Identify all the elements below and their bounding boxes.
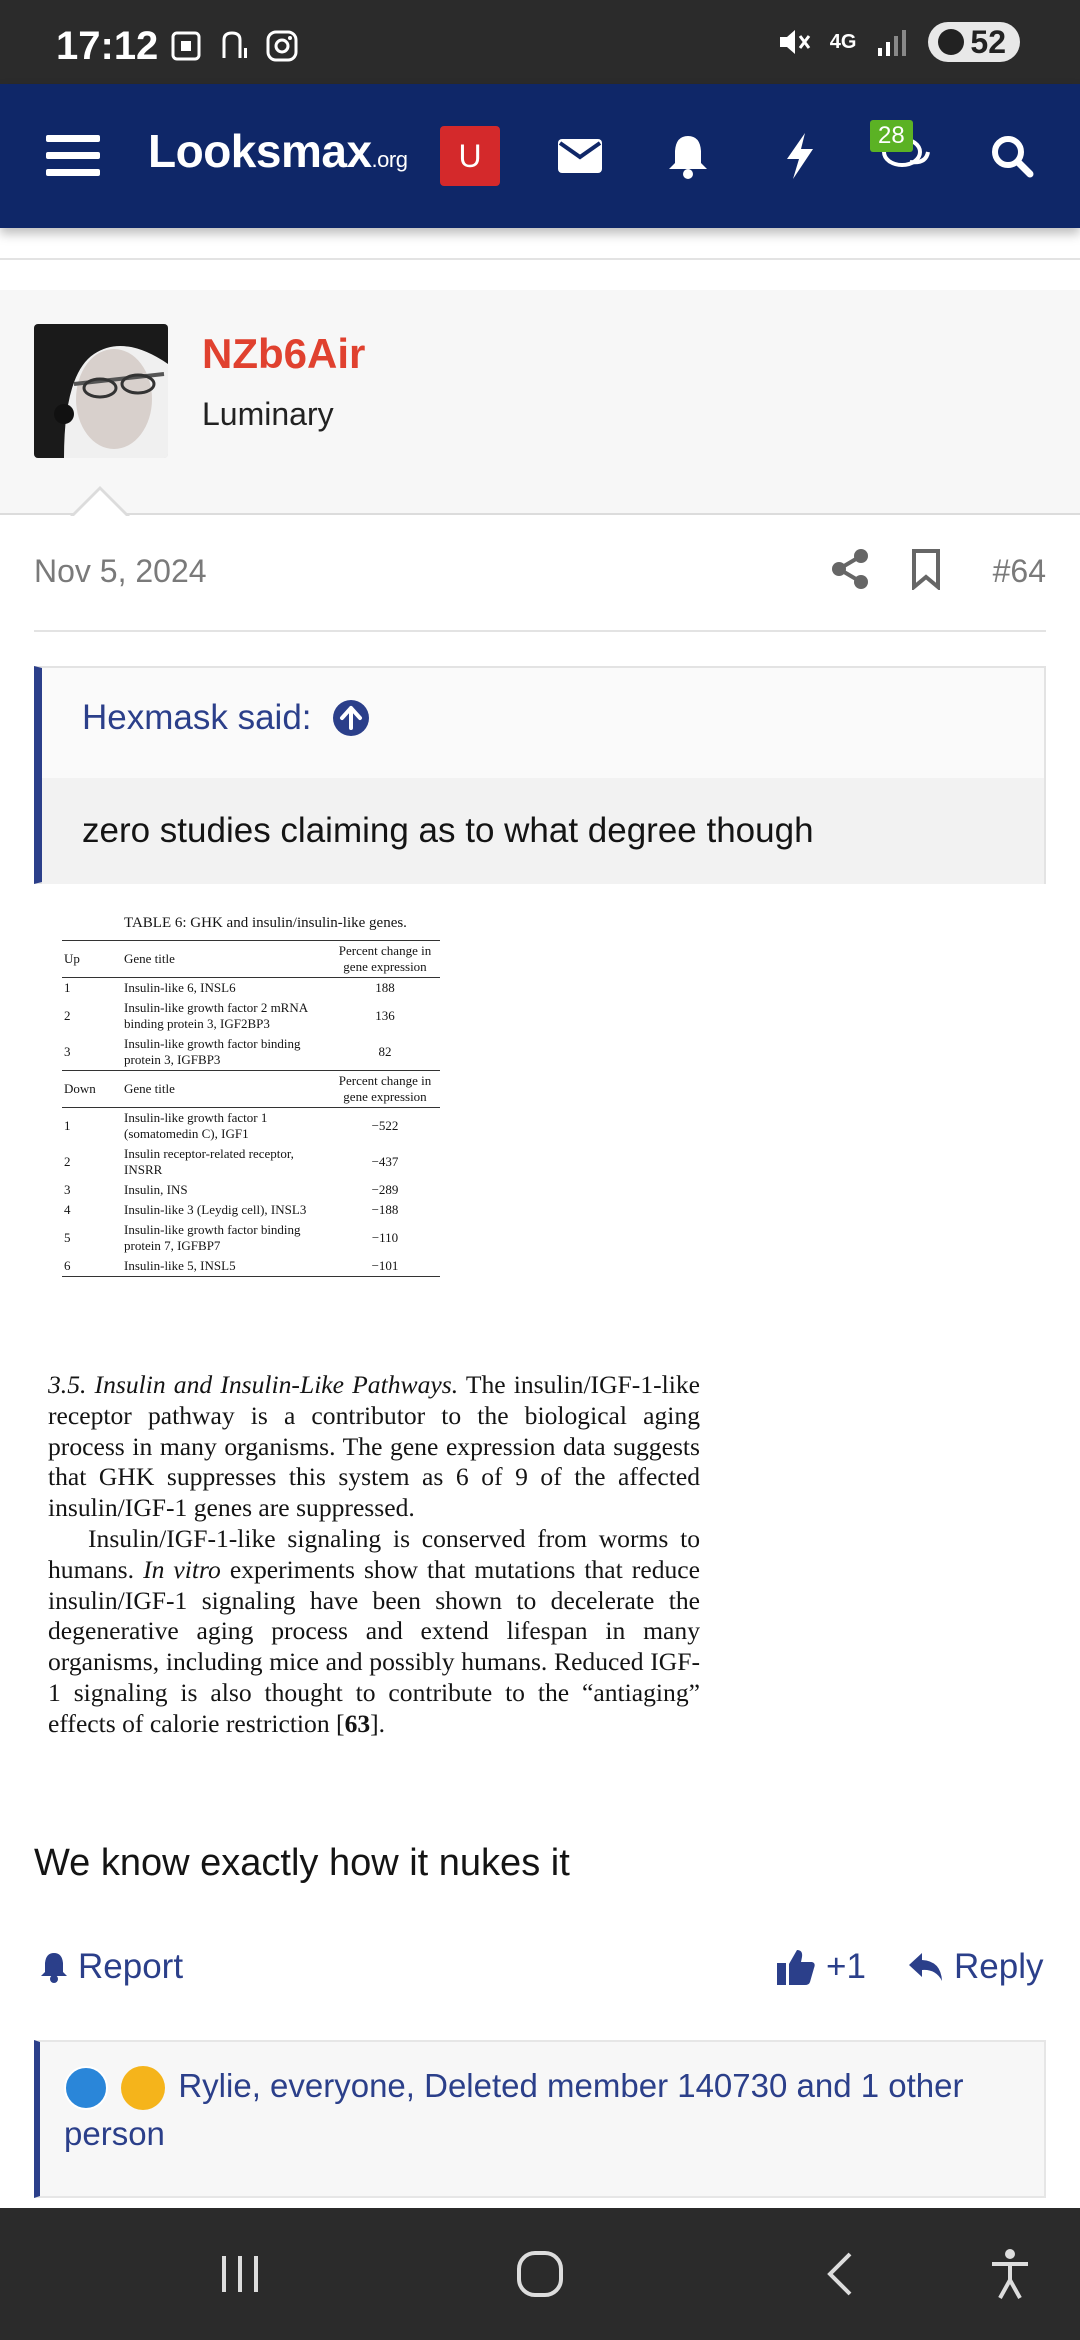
screenshot-icon [168,28,204,64]
table-header-cell: Up [62,941,122,978]
paragraph-italic: In vitro [143,1554,221,1584]
quote-author[interactable]: Hexmask said: [82,698,312,737]
status-system-icons [776,22,1020,62]
table-cell: 6 [62,1256,122,1277]
table-cell: −289 [371,1182,399,1197]
thumbs-up-icon [776,1948,816,1986]
table-cell: 5 [64,1230,71,1245]
home-icon [516,2250,564,2298]
alerts-button[interactable] [648,84,728,228]
instagram-icon [264,28,300,64]
reply-button[interactable] [908,1947,1043,1987]
table-row [62,1108,440,1145]
mute-icon [776,24,812,60]
post-date[interactable]: Nov 5, 2024 [34,553,207,589]
post-actions [34,1947,1046,1997]
table-cell: Insulin receptor-related receptor, INSRR [124,1146,294,1177]
table-cell: Insulin-like 5, INSL5 [122,1256,330,1277]
accessibility-button[interactable] [970,2208,1050,2340]
post-user-block [0,290,1080,515]
table-cell: Insulin-like growth factor binding protein 3, IGFBP3 [124,1036,301,1067]
table-row [62,1256,440,1277]
gene-table [62,940,440,1277]
status-bar [0,0,1080,84]
paragraph-text: Insulin/IGF-1-like signaling is conserved from worms to humans. [48,1523,700,1584]
table-cell: 136 [375,1008,395,1023]
clock: 17:12 [56,24,159,68]
table-cell: 3 [64,1044,71,1059]
paper-section-text [48,1370,700,1740]
citation-ref: 63 [344,1708,371,1738]
share-button[interactable] [830,548,870,595]
table-row [62,998,440,1034]
table-header-down [62,1071,440,1108]
paper-paragraph-2 [48,1524,700,1740]
recent-apps-button[interactable] [200,2208,280,2340]
post-attached-image[interactable] [34,900,714,1750]
status-notification-icons [168,28,300,64]
search-icon [990,134,1034,178]
system-navigation-bar [0,2208,1080,2340]
site-logo[interactable] [148,124,407,178]
table-cell: −437 [371,1154,399,1169]
battery-level: 52 [970,23,1006,60]
table-row [62,1220,440,1256]
accessibility-status-icon [216,28,252,64]
like-count: +1 [826,1947,866,1986]
site-header [0,84,1080,228]
paper-paragraph-1 [48,1370,700,1524]
quote-text: zero studies claiming as to what degree though [42,778,1044,884]
wow-reaction-icon [121,2066,165,2110]
quote-header[interactable] [82,698,370,738]
paragraph-text: ]. [370,1708,386,1738]
table-row [62,1034,440,1071]
network-type: 4G [829,30,857,53]
report-label: Report [78,1947,184,1986]
table-cell: −101 [330,1256,440,1277]
table-cell: −110 [371,1230,399,1245]
table-cell: −522 [371,1118,399,1133]
post-number[interactable]: #64 [992,553,1046,589]
table-row [62,978,440,999]
divider [34,630,1046,632]
table-cell: 188 [375,980,395,995]
user-account-button[interactable]: U [440,126,500,186]
envelope-icon [556,137,604,175]
bookmark-button[interactable] [910,548,942,595]
table-cell: 1 [64,980,71,995]
table-header-cell: Percent change in gene expression [330,1071,440,1108]
bookmark-icon [910,548,942,590]
conversations-button[interactable] [866,84,946,228]
inbox-button[interactable] [540,84,620,228]
bolt-icon [783,131,817,181]
table-cell: −188 [371,1202,399,1217]
quote-block [34,666,1046,884]
recent-apps-icon [218,2252,262,2296]
table-cell: 1 [64,1118,71,1133]
table-cell: 2 [64,1008,71,1023]
table-caption: TABLE 6: GHK and insulin/insulin-like genes. [124,915,407,931]
post-author-name[interactable]: NZb6Air [202,330,366,377]
signal-icon [874,24,910,60]
table-cell: Insulin-like growth factor 2 mRNA binding protein 3, IGF2BP3 [124,1000,308,1031]
reaction-users[interactable]: Rylie, everyone, Deleted member 140730 and 1 other person [64,2067,964,2153]
post-author-title: Luminary [202,396,334,432]
report-button[interactable] [40,1947,183,1987]
table-row [62,1144,440,1180]
accessibility-icon [988,2248,1032,2300]
search-button[interactable] [972,84,1052,228]
avatar-image [34,324,168,458]
back-button[interactable] [800,2208,880,2340]
like-reaction-icon [64,2066,108,2110]
battery-indicator [928,22,1020,62]
table-cell: Insulin-like 6, INSL6 [124,980,236,995]
bell-icon [666,133,710,179]
post-body-text: We know exactly how it nukes it [34,1842,570,1884]
table-cell: 4 [64,1202,71,1217]
table-cell: Insulin, INS [124,1182,188,1197]
reactions-bar[interactable] [34,2040,1046,2198]
reply-label: Reply [954,1947,1044,1986]
home-button[interactable] [500,2208,580,2340]
table-cell: 82 [378,1044,392,1059]
divider [0,258,1080,260]
user-block-pointer-fill [72,490,128,518]
table-header-cell: Down [62,1071,122,1108]
table-header-cell: Percent change in gene expression [330,941,440,978]
table-cell: 2 [64,1154,71,1169]
logo-text: Looksmax [148,125,372,177]
table-row [62,1200,440,1220]
paragraph-text: The insulin/IGF-1-like receptor pathway is a contributor to the biological aging process in many organisms. The gene expression data suggests that GHK suppresses this system as 6 of 9 of the affected insulin/IGF-1 genes are suppressed. [48,1370,701,1523]
table-cell: Insulin-like growth factor 1 (somatomedin C), IGF1 [124,1110,268,1141]
table-cell: Insulin-like growth factor binding protein 7, IGFBP7 [124,1222,301,1253]
like-button[interactable] [776,1947,866,1987]
table-header-cell: Gene title [122,1071,330,1108]
bell-icon [40,1951,68,1983]
avatar[interactable] [34,324,168,458]
reply-icon [908,1951,944,1983]
table-cell: 3 [64,1182,71,1197]
table-cell: Insulin-like 3 (Leydig cell), INSL3 [124,1202,307,1217]
back-icon [820,2250,860,2298]
table-header-cell: Gene title [122,941,330,978]
paragraph-text: experiments show that mutations that reduce insulin/IGF-1 signaling have been shown to decelerate the degenerative aging process and extend lifespan in many organisms, including mice and possibly humans. Reduced IGF-1 signaling is also thought to contribute to the “antiaging” effects of calorie restriction [ [48,1554,701,1738]
battery-saver-icon [938,29,964,55]
share-icon [830,548,870,590]
message-count-badge: 28 [870,120,913,152]
table-header-up [62,941,440,978]
menu-icon [44,131,102,181]
table-row [62,1180,440,1200]
jump-to-quote-icon[interactable] [332,699,370,737]
section-heading: 3.5. Insulin and Insulin-Like Pathways. [48,1370,459,1399]
whats-new-button[interactable] [760,84,840,228]
logo-suffix: .org [371,147,408,172]
menu-button[interactable] [28,84,118,228]
